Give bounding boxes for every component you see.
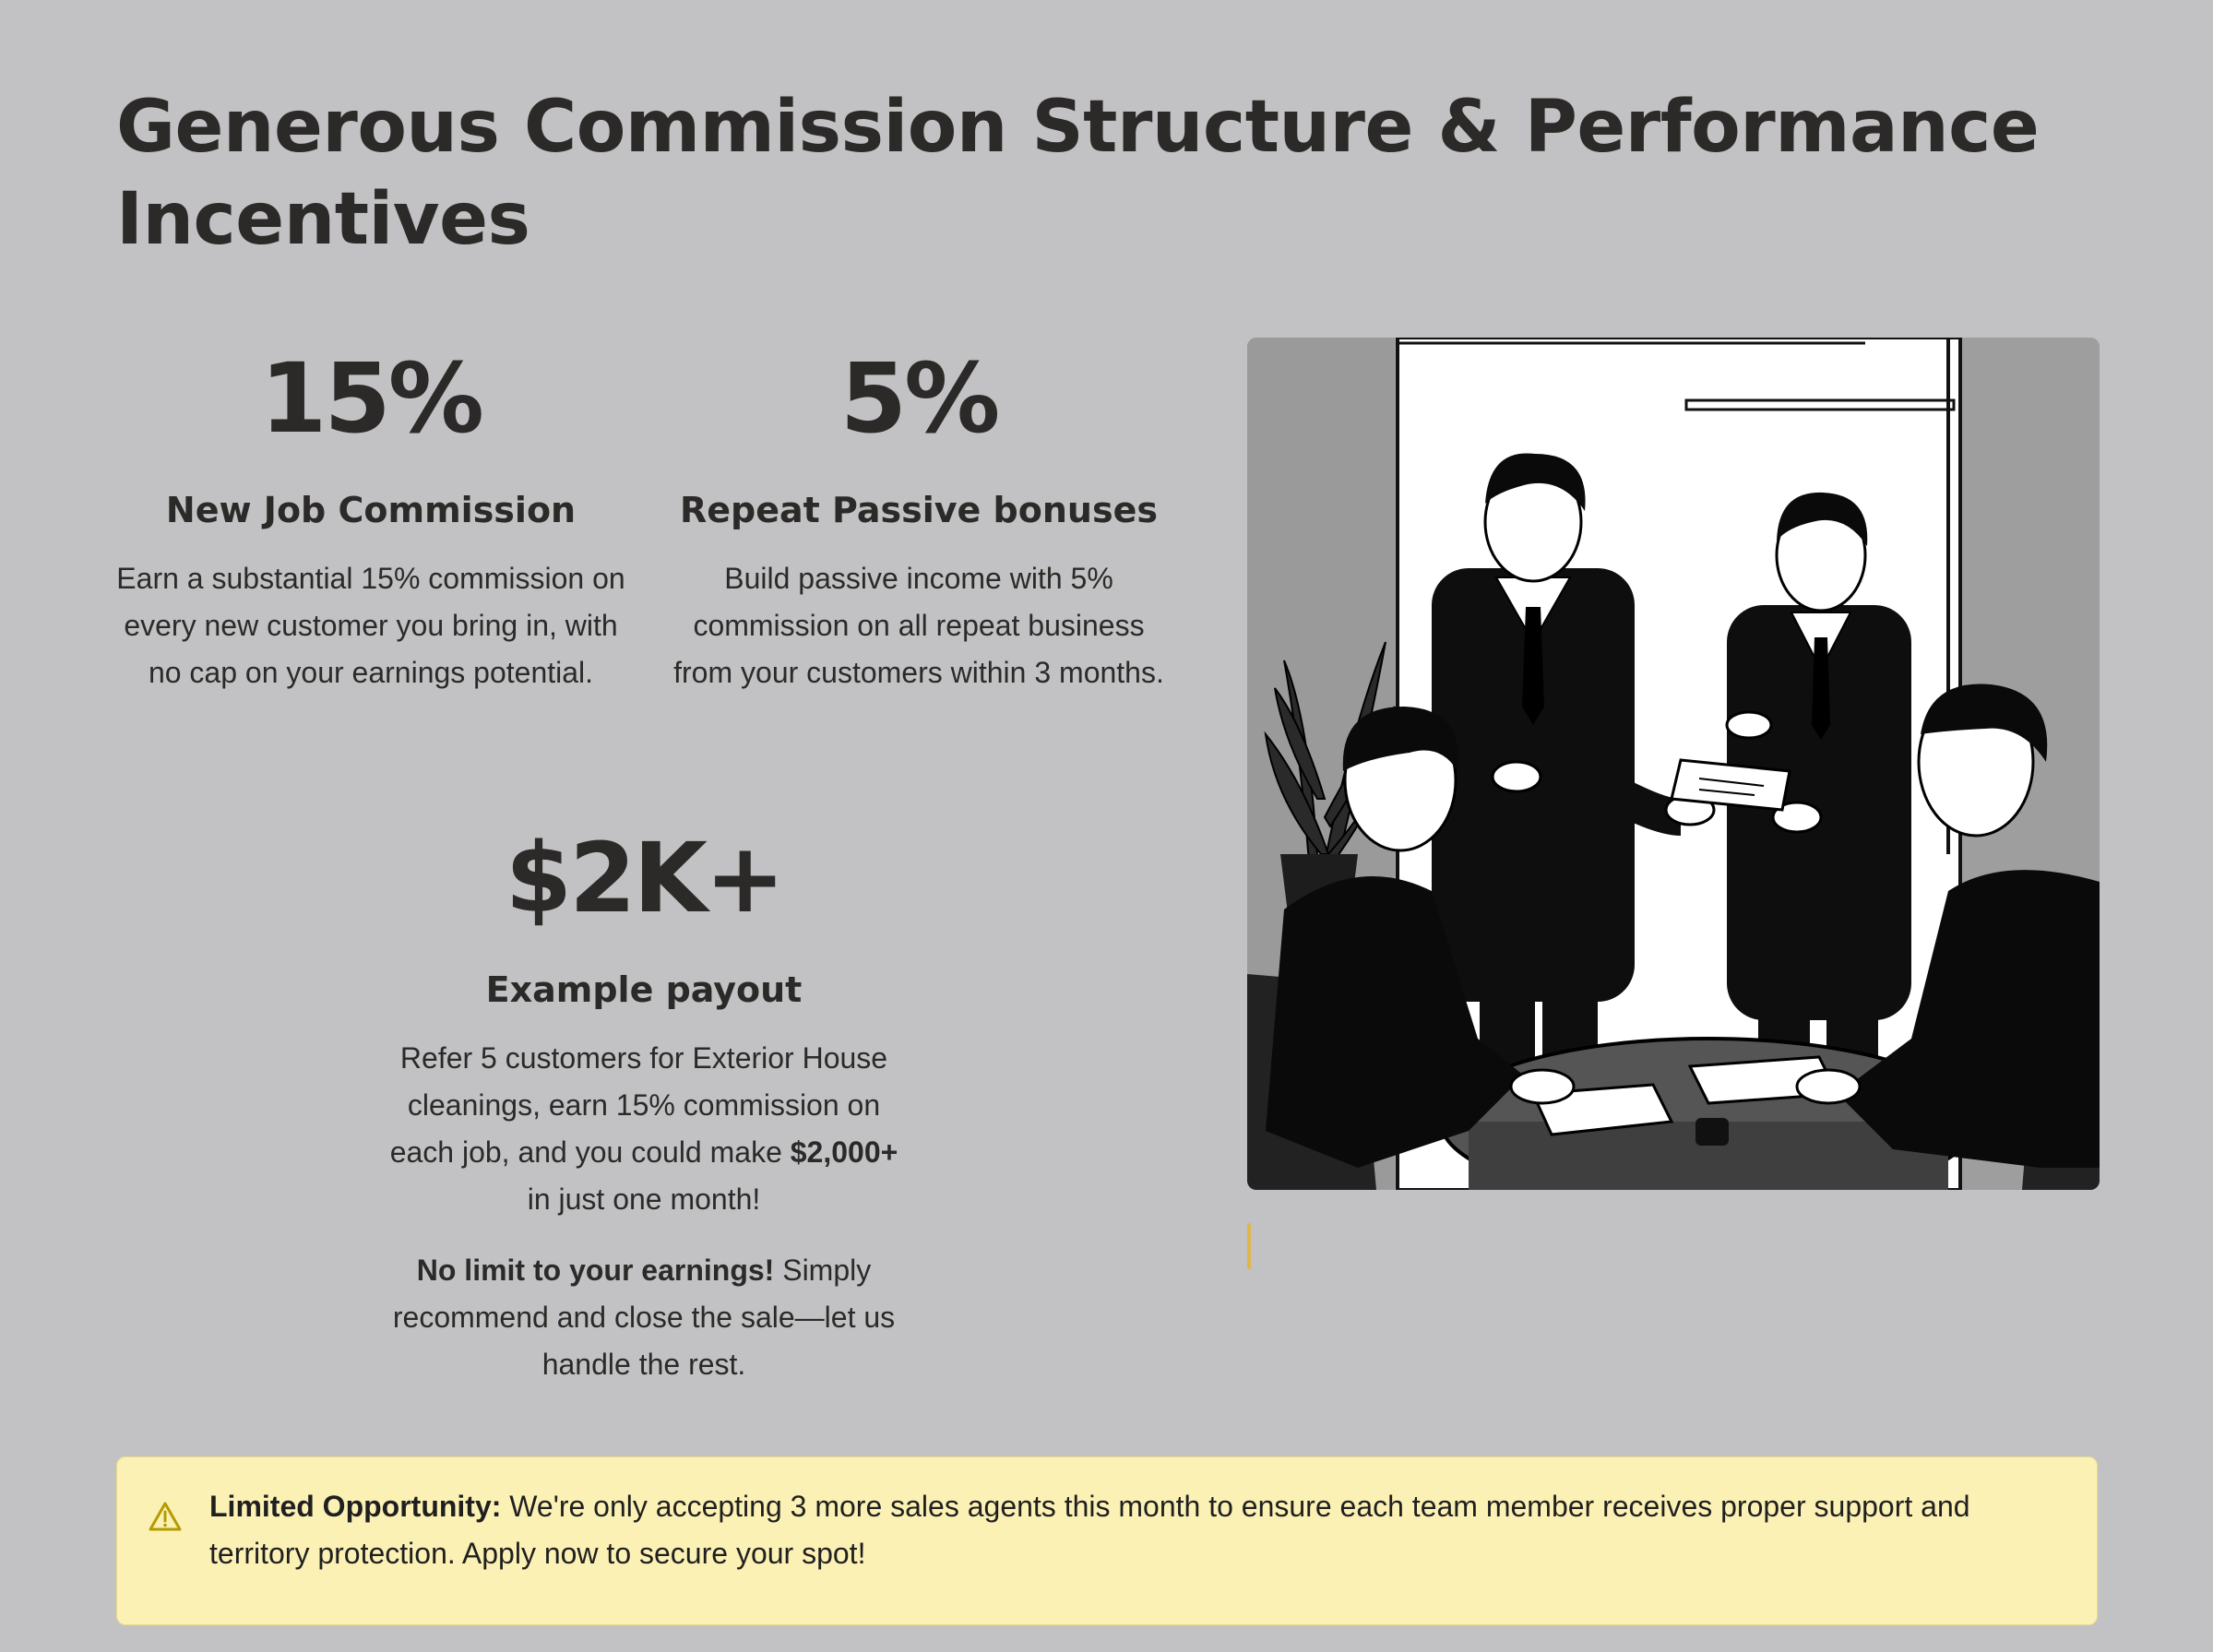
payout-amount: $2,000+: [790, 1135, 898, 1169]
notice-body: We're only accepting 3 more sales agents this month to ensure each team member receives proper support and territory protection. Apply now to secure your spot!: [209, 1490, 1970, 1570]
business-meeting-illustration: [1247, 338, 2100, 1190]
limited-opportunity-notice: [116, 1456, 2098, 1625]
stat-value: $2K+: [505, 822, 783, 934]
stat-description: Build passive income with 5% commission on all repeat business from your customers within 3 months.: [673, 562, 1164, 689]
notice-text: [209, 1483, 2064, 1577]
stat-label: Example payout: [485, 969, 803, 1010]
page-title: Generous Commission Structure & Performance Incentives: [116, 86, 2040, 261]
description-text-end: in just one month!: [527, 1183, 761, 1216]
stat-description: Earn a substantial 15% commission on every new customer you bring in, with no cap on your earnings potential.: [116, 562, 625, 689]
stat-label: New Job Commission: [165, 490, 577, 530]
notice-title: Limited Opportunity:: [209, 1490, 502, 1523]
stat-new-job-commission: [116, 343, 625, 696]
stat-value: 15%: [260, 342, 482, 455]
stat-label: Repeat Passive bonuses: [680, 490, 1158, 530]
earnings-note-text: Simply recommend and close the sale—let us handle the rest.: [392, 1254, 896, 1381]
stat-value: 5%: [839, 342, 998, 455]
stat-example-payout: [380, 823, 908, 1388]
earnings-note-bold: No limit to your earnings!: [416, 1254, 775, 1287]
stat-description: [380, 1035, 908, 1223]
earnings-note: [380, 1247, 908, 1388]
description-text: Refer 5 customers for Exterior House cleanings, earn 15% commission on each job, and you could make: [389, 1041, 888, 1169]
stat-repeat-passive-bonuses: [664, 343, 1173, 696]
accent-line: [1247, 1223, 1251, 1269]
warning-icon: [149, 1501, 182, 1532]
